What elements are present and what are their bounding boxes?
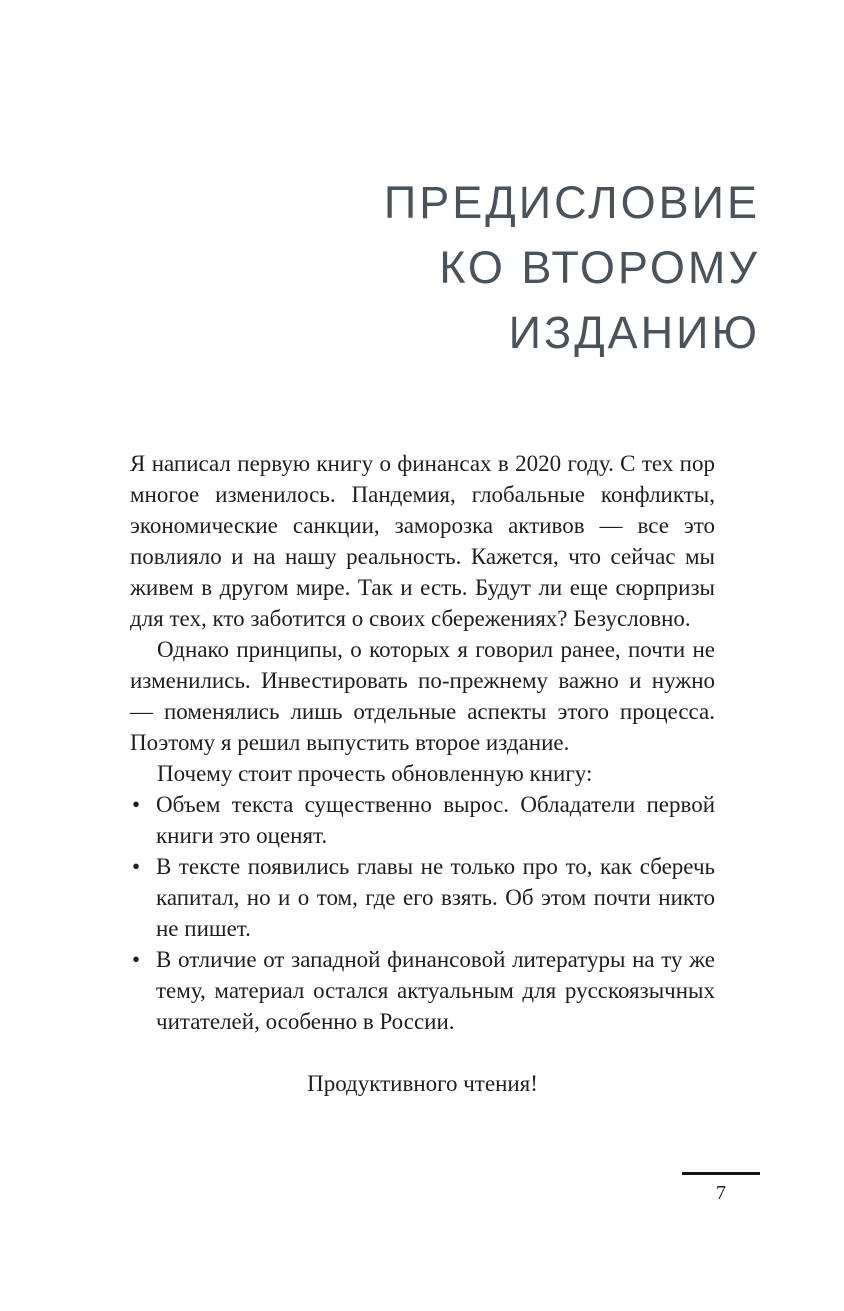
page-number: 7 bbox=[716, 1182, 726, 1204]
paragraph: Почему стоит прочесть обновленную книгу: bbox=[157, 761, 593, 786]
paragraph: Однако принципы, о которых я говорил ранее, почти не изменились. Инвестировать по-прежнему важно и нужно — поменялись лишь отдельные аспекты этого процесса. Поэтому я решил выпустить второе издание. bbox=[130, 637, 715, 755]
body-text bbox=[130, 448, 715, 1099]
closing-line: Продуктивного чтения! bbox=[307, 1071, 538, 1096]
paragraph: Я написал первую книгу о финансах в 2020 году. С тех пор многое изменилось. Пандемия, глобальные конфликты, экономические санкции, заморозка активов — все это повлияло и на нашу реальность. Кажется, что сейчас мы живем в другом мире. Так и есть. Будут ли еще сюрпризы для тех, кто заботится о своих сбережениях? Безусловно. bbox=[130, 451, 715, 631]
footer-rule bbox=[682, 1172, 760, 1205]
list-item bbox=[130, 789, 715, 851]
list-item-text: Объем текста существенно вырос. Обладатели первой книги это оценят. bbox=[156, 792, 715, 848]
chapter-title bbox=[120, 170, 760, 365]
chapter-title-line: ИЗДАНИЮ bbox=[508, 307, 760, 359]
list-item-text: В тексте появились главы не только про то, как сберечь капитал, но и о том, где его взять. Об этом почти никто не пишет. bbox=[156, 854, 715, 941]
chapter-title-line: КО ВТОРОМУ bbox=[439, 242, 760, 294]
list-item bbox=[130, 944, 715, 1037]
bullet-list bbox=[130, 789, 715, 1037]
chapter-title-line: ПРЕДИСЛОВИЕ bbox=[383, 177, 760, 229]
bullet-marker: • bbox=[132, 947, 141, 972]
bullet-marker: • bbox=[132, 792, 141, 817]
list-item bbox=[130, 851, 715, 944]
list-item-text: В отличие от западной финансовой литературы на ту же тему, материал остался актуальным для русскоязычных читателей, особенно в России. bbox=[156, 947, 715, 1034]
bullet-marker: • bbox=[132, 854, 141, 879]
